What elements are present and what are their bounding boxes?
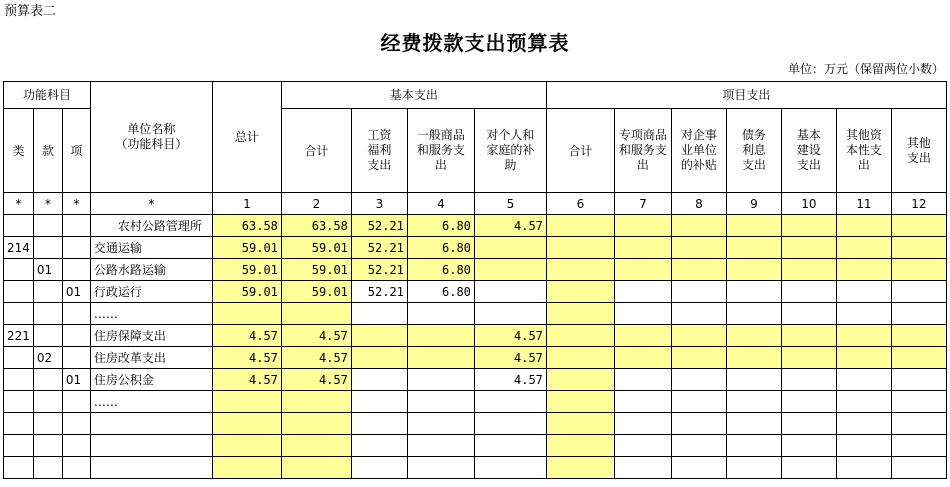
cell-unit-name xyxy=(90,413,212,435)
cell-project-expenditure xyxy=(546,435,614,457)
cell-project-expenditure xyxy=(671,303,726,325)
cell-individual: 4.57 xyxy=(474,369,546,391)
cell-project-expenditure xyxy=(836,369,891,391)
header-individual xyxy=(474,109,546,193)
index-cell: * xyxy=(90,193,212,215)
cell-project-expenditure xyxy=(726,347,781,369)
index-row xyxy=(4,193,947,215)
header-wages xyxy=(351,109,407,193)
cell-project-expenditure xyxy=(726,457,781,479)
table-row xyxy=(4,435,947,457)
cell-project-expenditure xyxy=(671,391,726,413)
cell-project-expenditure xyxy=(671,259,726,281)
index-cell: 11 xyxy=(836,193,891,215)
cell-basic-subtotal: 59.01 xyxy=(281,281,351,303)
cell-project-expenditure xyxy=(891,259,946,281)
cell-basic-subtotal xyxy=(281,413,351,435)
table-row xyxy=(4,391,947,413)
cell-project-expenditure xyxy=(726,259,781,281)
cell-lei xyxy=(4,413,34,435)
cell-xiang xyxy=(62,413,90,435)
cell-lei xyxy=(4,281,34,303)
header-goods xyxy=(407,109,474,193)
header-other-capital-text: 其他资本性支出 xyxy=(845,128,882,172)
cell-wages xyxy=(351,369,407,391)
cell-unit-name: …… xyxy=(90,303,212,325)
cell-project-expenditure xyxy=(836,259,891,281)
cell-project-expenditure xyxy=(546,457,614,479)
cell-individual xyxy=(474,435,546,457)
header-total: 总计 xyxy=(212,82,281,193)
cell-unit-name: 住房改革支出 xyxy=(90,347,212,369)
index-cell: * xyxy=(62,193,90,215)
cell-project-expenditure xyxy=(546,347,614,369)
header-unit-name-line2: （功能科目） xyxy=(115,137,188,151)
table-row xyxy=(4,281,947,303)
cell-unit-name: …… xyxy=(90,391,212,413)
cell-project-expenditure xyxy=(836,347,891,369)
cell-project-expenditure xyxy=(726,325,781,347)
cell-total xyxy=(212,413,281,435)
cell-individual xyxy=(474,303,546,325)
header-project-expenditure: 项目支出 xyxy=(546,82,946,109)
cell-individual xyxy=(474,391,546,413)
table-row xyxy=(4,303,947,325)
cell-kuan xyxy=(33,457,62,479)
cell-goods xyxy=(407,457,474,479)
cell-individual xyxy=(474,237,546,259)
cell-xiang xyxy=(62,259,90,281)
cell-project-expenditure xyxy=(546,281,614,303)
cell-kuan xyxy=(33,413,62,435)
cell-project-expenditure xyxy=(781,391,836,413)
cell-project-expenditure xyxy=(671,281,726,303)
cell-project-expenditure xyxy=(614,435,671,457)
cell-project-expenditure xyxy=(781,237,836,259)
cell-wages xyxy=(351,413,407,435)
cell-goods xyxy=(407,369,474,391)
index-cell: 3 xyxy=(351,193,407,215)
header-basic-expenditure: 基本支出 xyxy=(281,82,546,109)
cell-unit-name xyxy=(90,435,212,457)
header-debt-interest xyxy=(726,109,781,193)
cell-project-expenditure xyxy=(614,391,671,413)
index-cell: 4 xyxy=(407,193,474,215)
cell-project-expenditure xyxy=(836,325,891,347)
cell-project-expenditure xyxy=(726,215,781,237)
header-lei: 类 xyxy=(4,109,34,193)
table-row xyxy=(4,413,947,435)
cell-project-expenditure xyxy=(614,281,671,303)
cell-project-expenditure xyxy=(781,347,836,369)
cell-project-expenditure xyxy=(726,369,781,391)
cell-project-expenditure xyxy=(614,369,671,391)
cell-project-expenditure xyxy=(614,325,671,347)
cell-basic-subtotal xyxy=(281,457,351,479)
cell-project-expenditure xyxy=(891,281,946,303)
cell-basic-subtotal xyxy=(281,303,351,325)
cell-goods xyxy=(407,413,474,435)
cell-project-expenditure xyxy=(671,325,726,347)
cell-individual: 4.57 xyxy=(474,347,546,369)
table-row xyxy=(4,237,947,259)
cell-lei xyxy=(4,347,34,369)
cell-unit-name: 住房保障支出 xyxy=(90,325,212,347)
cell-project-expenditure xyxy=(671,347,726,369)
cell-project-expenditure xyxy=(614,303,671,325)
cell-goods: 6.80 xyxy=(407,259,474,281)
cell-lei xyxy=(4,369,34,391)
cell-basic-subtotal xyxy=(281,391,351,413)
cell-basic-subtotal: 59.01 xyxy=(281,259,351,281)
cell-project-expenditure xyxy=(836,435,891,457)
cell-project-expenditure xyxy=(781,457,836,479)
cell-unit-name: 行政运行 xyxy=(90,281,212,303)
header-wages-text: 工资福利支出 xyxy=(367,128,392,172)
cell-project-expenditure xyxy=(671,369,726,391)
index-cell: 2 xyxy=(281,193,351,215)
cell-project-expenditure xyxy=(614,237,671,259)
cell-xiang xyxy=(62,347,90,369)
index-cell: 8 xyxy=(671,193,726,215)
cell-project-expenditure xyxy=(891,215,946,237)
cell-xiang xyxy=(62,391,90,413)
cell-total: 4.57 xyxy=(212,369,281,391)
cell-kuan xyxy=(33,369,62,391)
cell-goods xyxy=(407,325,474,347)
header-debt-interest-text: 债务利息支出 xyxy=(741,128,766,172)
header-enterprise-subsidy xyxy=(671,109,726,193)
sheet-caption: 预算表二 xyxy=(4,4,57,19)
cell-project-expenditure xyxy=(891,435,946,457)
cell-unit-name: 住房公积金 xyxy=(90,369,212,391)
table-row xyxy=(4,347,947,369)
cell-individual xyxy=(474,457,546,479)
index-cell: 1 xyxy=(212,193,281,215)
cell-project-expenditure xyxy=(546,391,614,413)
cell-lei xyxy=(4,303,34,325)
cell-project-expenditure xyxy=(781,435,836,457)
cell-lei: 221 xyxy=(4,325,34,347)
header-xiang: 项 xyxy=(62,109,90,193)
unit-note: 单位：万元（保留两位小数） xyxy=(787,62,944,76)
index-cell: 7 xyxy=(614,193,671,215)
cell-goods xyxy=(407,391,474,413)
cell-basic-subtotal: 59.01 xyxy=(281,237,351,259)
cell-lei xyxy=(4,457,34,479)
cell-goods xyxy=(407,303,474,325)
cell-xiang xyxy=(62,435,90,457)
cell-project-expenditure xyxy=(546,215,614,237)
header-unit-name xyxy=(90,82,212,193)
cell-lei xyxy=(4,391,34,413)
cell-project-expenditure xyxy=(891,347,946,369)
header-func-subject: 功能科目 xyxy=(4,82,91,109)
cell-project-expenditure xyxy=(891,391,946,413)
table-row xyxy=(4,325,947,347)
cell-goods: 6.80 xyxy=(407,281,474,303)
cell-kuan xyxy=(33,237,62,259)
cell-project-expenditure xyxy=(836,457,891,479)
cell-unit-name: 交通运输 xyxy=(90,237,212,259)
table-row xyxy=(4,457,947,479)
cell-project-expenditure xyxy=(836,237,891,259)
cell-project-expenditure xyxy=(546,369,614,391)
cell-wages: 52.21 xyxy=(351,237,407,259)
index-cell: * xyxy=(4,193,34,215)
cell-project-expenditure xyxy=(836,281,891,303)
cell-project-expenditure xyxy=(614,457,671,479)
index-cell: 10 xyxy=(781,193,836,215)
cell-unit-name: 公路水路运输 xyxy=(90,259,212,281)
cell-basic-subtotal: 4.57 xyxy=(281,369,351,391)
cell-total xyxy=(212,435,281,457)
cell-project-expenditure xyxy=(546,259,614,281)
cell-individual: 4.57 xyxy=(474,325,546,347)
cell-project-expenditure xyxy=(726,413,781,435)
cell-project-expenditure xyxy=(546,237,614,259)
cell-project-expenditure xyxy=(781,413,836,435)
cell-project-expenditure xyxy=(671,413,726,435)
cell-project-expenditure xyxy=(726,237,781,259)
cell-basic-subtotal: 4.57 xyxy=(281,347,351,369)
cell-basic-subtotal: 63.58 xyxy=(281,215,351,237)
cell-project-expenditure xyxy=(614,259,671,281)
cell-individual xyxy=(474,281,546,303)
cell-kuan: 02 xyxy=(33,347,62,369)
cell-total: 59.01 xyxy=(212,259,281,281)
cell-kuan xyxy=(33,391,62,413)
cell-project-expenditure xyxy=(671,237,726,259)
cell-individual xyxy=(474,413,546,435)
cell-lei: 214 xyxy=(4,237,34,259)
header-project-subtotal: 合计 xyxy=(546,109,614,193)
header-enterprise-subsidy-text: 对企事业单位的补贴 xyxy=(680,128,717,172)
page-title: 经费拨款支出预算表 xyxy=(380,31,570,55)
cell-project-expenditure xyxy=(891,457,946,479)
cell-xiang: 01 xyxy=(62,369,90,391)
cell-xiang xyxy=(62,237,90,259)
cell-xiang xyxy=(62,215,90,237)
cell-project-expenditure xyxy=(781,259,836,281)
cell-total: 4.57 xyxy=(212,325,281,347)
index-cell: 6 xyxy=(546,193,614,215)
cell-project-expenditure xyxy=(546,413,614,435)
cell-kuan xyxy=(33,281,62,303)
cell-wages xyxy=(351,303,407,325)
index-cell: 9 xyxy=(726,193,781,215)
header-individual-text: 对个人和家庭的补助 xyxy=(486,128,535,172)
header-capital-construction-text: 基本建设支出 xyxy=(796,128,821,172)
cell-project-expenditure xyxy=(671,435,726,457)
header-capital-construction xyxy=(781,109,836,193)
header-kuan: 款 xyxy=(33,109,62,193)
cell-project-expenditure xyxy=(614,215,671,237)
cell-project-expenditure xyxy=(781,215,836,237)
cell-project-expenditure xyxy=(614,413,671,435)
table-row xyxy=(4,369,947,391)
cell-individual: 4.57 xyxy=(474,215,546,237)
cell-wages: 52.21 xyxy=(351,215,407,237)
cell-kuan xyxy=(33,325,62,347)
table-row xyxy=(4,259,947,281)
header-other xyxy=(891,109,946,193)
cell-xiang: 01 xyxy=(62,281,90,303)
cell-goods xyxy=(407,347,474,369)
cell-project-expenditure xyxy=(671,457,726,479)
header-other-text: 其他支出 xyxy=(906,135,931,165)
cell-project-expenditure xyxy=(781,303,836,325)
cell-wages xyxy=(351,457,407,479)
header-other-capital xyxy=(836,109,891,193)
cell-project-expenditure xyxy=(891,303,946,325)
cell-project-expenditure xyxy=(546,325,614,347)
cell-lei xyxy=(4,259,34,281)
cell-project-expenditure xyxy=(891,325,946,347)
index-cell: * xyxy=(33,193,62,215)
cell-kuan xyxy=(33,215,62,237)
cell-goods xyxy=(407,435,474,457)
cell-goods: 6.80 xyxy=(407,215,474,237)
header-special-goods xyxy=(614,109,671,193)
cell-basic-subtotal: 4.57 xyxy=(281,325,351,347)
cell-lei xyxy=(4,215,34,237)
cell-total: 63.58 xyxy=(212,215,281,237)
header-basic-subtotal: 合计 xyxy=(281,109,351,193)
cell-project-expenditure xyxy=(726,281,781,303)
cell-project-expenditure xyxy=(891,237,946,259)
cell-project-expenditure xyxy=(836,215,891,237)
cell-project-expenditure xyxy=(726,303,781,325)
cell-kuan xyxy=(33,435,62,457)
cell-project-expenditure xyxy=(891,369,946,391)
header-goods-text: 一般商品和服务支出 xyxy=(416,128,465,172)
cell-project-expenditure xyxy=(614,347,671,369)
cell-xiang xyxy=(62,303,90,325)
cell-project-expenditure xyxy=(546,303,614,325)
cell-project-expenditure xyxy=(836,303,891,325)
cell-goods: 6.80 xyxy=(407,237,474,259)
cell-individual xyxy=(474,259,546,281)
index-cell: 5 xyxy=(474,193,546,215)
cell-wages: 52.21 xyxy=(351,281,407,303)
cell-xiang xyxy=(62,457,90,479)
index-cell: 12 xyxy=(891,193,946,215)
cell-wages xyxy=(351,391,407,413)
cell-kuan xyxy=(33,303,62,325)
cell-project-expenditure xyxy=(726,391,781,413)
cell-basic-subtotal xyxy=(281,435,351,457)
cell-project-expenditure xyxy=(891,413,946,435)
cell-project-expenditure xyxy=(726,435,781,457)
header-special-goods-text: 专项商品和服务支出 xyxy=(618,128,667,172)
cell-project-expenditure xyxy=(781,369,836,391)
cell-total: 59.01 xyxy=(212,281,281,303)
table-row xyxy=(4,215,947,237)
cell-project-expenditure xyxy=(671,215,726,237)
cell-unit-name: 农村公路管理所 xyxy=(90,215,212,237)
cell-project-expenditure xyxy=(836,391,891,413)
cell-project-expenditure xyxy=(836,413,891,435)
cell-wages xyxy=(351,347,407,369)
cell-unit-name xyxy=(90,457,212,479)
cell-wages: 52.21 xyxy=(351,259,407,281)
cell-kuan: 01 xyxy=(33,259,62,281)
cell-lei xyxy=(4,435,34,457)
budget-table xyxy=(3,81,947,479)
cell-total xyxy=(212,303,281,325)
cell-total: 4.57 xyxy=(212,347,281,369)
cell-project-expenditure xyxy=(781,325,836,347)
cell-total xyxy=(212,457,281,479)
cell-total: 59.01 xyxy=(212,237,281,259)
cell-xiang xyxy=(62,325,90,347)
header-unit-name-line1: 单位名称 xyxy=(127,122,176,136)
cell-total xyxy=(212,391,281,413)
cell-wages xyxy=(351,435,407,457)
cell-wages xyxy=(351,325,407,347)
cell-project-expenditure xyxy=(781,281,836,303)
